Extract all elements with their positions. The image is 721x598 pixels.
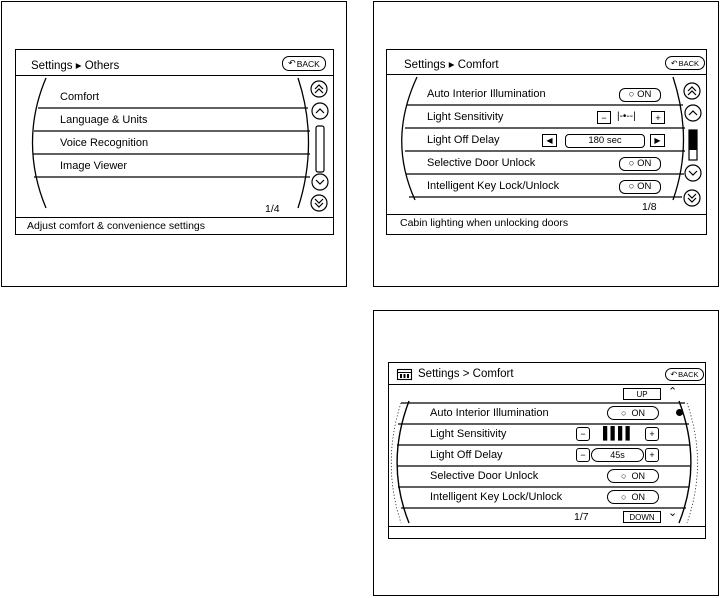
display-screen — [386, 49, 707, 235]
menu-item-language-units[interactable]: Language & Units — [60, 114, 148, 126]
display-screen — [388, 362, 706, 539]
row-intelligent-key[interactable]: Intelligent Key Lock/Unlock — [430, 491, 563, 503]
page-indicator: 1/8 — [642, 201, 657, 213]
scroll-down-icon[interactable] — [685, 165, 701, 181]
toggle-indicator-icon: ○ — [628, 181, 635, 192]
menu-arc-frame — [16, 50, 336, 220]
scroll-bottom-icon[interactable] — [311, 195, 327, 211]
intelligent-key-toggle[interactable]: ○ ON — [607, 490, 659, 504]
scroll-up-icon[interactable] — [685, 105, 701, 121]
row-intelligent-key[interactable]: Intelligent Key Lock/Unlock — [427, 180, 560, 192]
display-screen — [15, 49, 334, 235]
down-button[interactable]: DOWN — [623, 511, 661, 523]
scroll-top-icon[interactable] — [311, 81, 327, 97]
menu-item-voice-recognition[interactable]: Voice Recognition — [60, 137, 149, 149]
status-text: Cabin lighting when unlocking doors — [400, 217, 569, 229]
selective-door-toggle[interactable]: ○ ON — [619, 157, 661, 171]
status-divider — [387, 214, 706, 215]
toggle-indicator-icon: ○ — [621, 471, 627, 481]
delay-increase-button[interactable]: + — [645, 448, 659, 462]
row-light-off-delay[interactable]: Light Off Delay — [427, 134, 500, 146]
page-title: Settings > Comfort — [418, 368, 514, 380]
row-light-sensitivity[interactable]: Light Sensitivity — [427, 111, 504, 123]
scrollbar-thumb[interactable] — [689, 130, 697, 150]
increase-button[interactable]: + — [645, 427, 659, 441]
delay-decrease-button[interactable]: − — [576, 448, 590, 462]
status-text: Adjust comfort & convenience settings — [27, 220, 206, 232]
increase-button[interactable]: + — [651, 111, 665, 124]
row-auto-interior-illumination[interactable]: Auto Interior Illumination — [430, 407, 549, 419]
back-arrow-icon: ↶ — [288, 58, 296, 68]
sensitivity-level-bars: ▌▌▌▌ — [603, 426, 634, 440]
back-button[interactable]: ↶ BACK — [665, 368, 704, 381]
up-button[interactable]: UP — [623, 388, 661, 400]
page-title: Settings ▸ Comfort — [404, 59, 499, 71]
back-arrow-icon: ↶ — [670, 370, 678, 379]
intelligent-key-toggle[interactable]: ○ ON — [619, 180, 661, 194]
row-auto-interior-illumination[interactable]: Auto Interior Illumination — [427, 88, 546, 100]
toggle-indicator-icon: ○ — [621, 492, 627, 502]
page-up-icon[interactable]: ⌃ — [668, 386, 678, 398]
sensitivity-slider[interactable]: |-•--| — [617, 111, 636, 122]
scroll-down-icon[interactable] — [312, 174, 328, 190]
selective-door-toggle[interactable]: ○ ON — [607, 469, 659, 483]
auto-interior-toggle[interactable]: ○ ON — [619, 88, 661, 102]
status-divider — [389, 526, 705, 527]
row-selective-door-unlock[interactable]: Selective Door Unlock — [427, 157, 536, 169]
panel-settings-comfort-alt — [373, 310, 719, 596]
delay-value: 180 sec — [565, 134, 645, 148]
toggle-indicator-icon: ○ — [628, 158, 635, 169]
page-indicator: 1/4 — [265, 203, 280, 215]
status-divider — [16, 217, 333, 218]
delay-increase-button[interactable]: ▶ — [650, 134, 665, 147]
page-indicator: 1/7 — [574, 511, 589, 523]
scroll-bottom-icon[interactable] — [684, 190, 700, 206]
menu-item-comfort[interactable]: Comfort — [60, 91, 100, 103]
toggle-indicator-icon: ○ — [628, 89, 635, 100]
scroll-position-dot — [676, 409, 683, 416]
decrease-button[interactable]: − — [597, 111, 611, 124]
back-button[interactable]: ↶ BACK — [665, 56, 705, 70]
menu-item-image-viewer[interactable]: Image Viewer — [60, 160, 128, 172]
delay-decrease-button[interactable]: ◀ — [542, 134, 557, 147]
scrollbar-track[interactable] — [316, 126, 324, 172]
row-selective-door-unlock[interactable]: Selective Door Unlock — [430, 470, 539, 482]
row-light-sensitivity[interactable]: Light Sensitivity — [430, 428, 507, 440]
back-button[interactable]: ↶ BACK — [282, 56, 326, 71]
scroll-controls — [308, 78, 338, 238]
page-title: Settings ▸ Others — [31, 60, 120, 72]
delay-value: 45s — [591, 448, 644, 462]
scroll-up-icon[interactable] — [312, 103, 328, 119]
panel-settings-comfort — [373, 1, 719, 287]
auto-interior-toggle[interactable]: ○ ON — [607, 406, 659, 420]
decrease-button[interactable]: − — [576, 427, 590, 441]
row-light-off-delay[interactable]: Light Off Delay — [430, 449, 503, 461]
scroll-top-icon[interactable] — [684, 83, 700, 99]
page-down-icon[interactable]: ⌄ — [668, 507, 678, 519]
toggle-indicator-icon: ○ — [621, 408, 627, 418]
panel-settings-others — [1, 1, 347, 287]
back-arrow-icon: ↶ — [670, 58, 678, 68]
